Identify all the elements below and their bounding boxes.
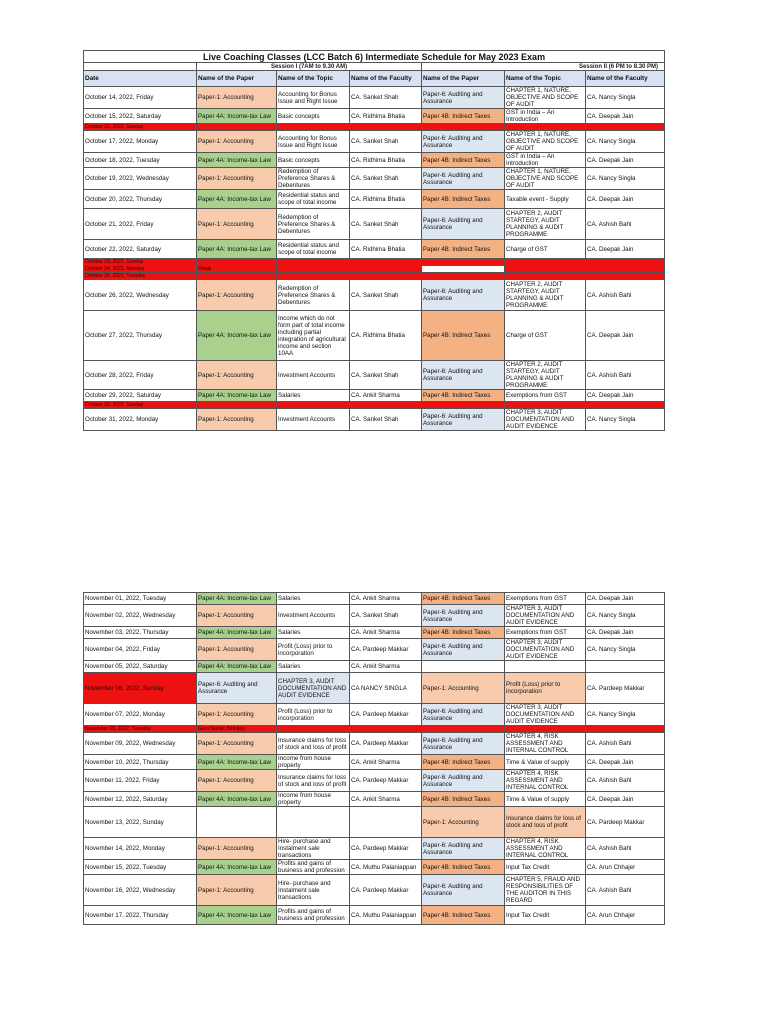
topic-2-cell: Insurance claims for loss of stock and loss of profit [505, 807, 586, 838]
paper-2-cell: Paper-6: Auditing and Assurance [422, 87, 505, 109]
topic-1-cell: Residential status and scope of total income [277, 240, 350, 259]
holiday-faculty-2-cell [586, 266, 665, 273]
date-cell: October 21, 2022, Friday [84, 209, 197, 240]
topic-2-cell: CHAPTER 3, AUDIT DOCUMENTATION AND AUDIT EVIDENCE [505, 639, 586, 661]
paper-2-cell: Paper-1: Accounting [422, 673, 505, 704]
topic-2-cell: CHAPTER 4, RISK ASSESSMENT AND INTERNAL CONTROL [505, 733, 586, 755]
faculty-2-cell: CA. Ashish Bahl [586, 209, 665, 240]
holiday-paper-2-cell [422, 266, 505, 273]
holiday-paper-1-cell: Diwali [197, 266, 277, 273]
holiday-topic-1-cell [277, 273, 350, 280]
paper-1-cell [197, 807, 277, 838]
faculty-1-cell [350, 807, 422, 838]
table-row [84, 402, 665, 409]
faculty-2-cell: CA. Nancy Singla [586, 704, 665, 726]
table-row [84, 875, 665, 906]
table-row [84, 733, 665, 755]
topic-1-cell: Salaries [277, 627, 350, 639]
paper-1-cell: Paper 4A: Income-tax Law [197, 906, 277, 925]
topic-1-cell: Investment Accounts [277, 361, 350, 390]
table-row [84, 906, 665, 925]
paper-1-cell: Paper 4A: Income-tax Law [197, 311, 277, 361]
date-cell: November 01, 2022, Tuesday [84, 593, 197, 605]
topic-2-cell: CHAPTER 2, AUDIT STARTEGY, AUDIT PLANNING & AUDIT PROGRAMME [505, 361, 586, 390]
paper-2-cell: Paper 4B: Indirect Taxes [422, 792, 505, 807]
topic-2-cell: Exemptions from GST [505, 593, 586, 605]
holiday-paper-2-cell [422, 259, 505, 266]
topic-1-cell: Residential status and scope of total income [277, 190, 350, 209]
topic-1-cell: Accounting for Bonus Issue and Right Issue [277, 87, 350, 109]
table-row [84, 240, 665, 259]
table-row [84, 190, 665, 209]
holiday-paper-1-cell: Guru Nanak Birthday [197, 726, 277, 733]
paper-1-cell: Paper 4A: Income-tax Law [197, 109, 277, 124]
paper-1-cell: Paper 4A: Income-tax Law [197, 190, 277, 209]
topic-1-cell: Redemption of Preference Shares & Debentures [277, 168, 350, 190]
topic-2-cell: GST in India – An Introduction [505, 109, 586, 124]
paper-1-cell: Paper-1: Accounting [197, 409, 277, 431]
faculty-1-cell: CA. Pardeep Makkar [350, 875, 422, 906]
topic-2-cell: Time & Value of supply [505, 792, 586, 807]
faculty-2-cell: CA. Pardeep Makkar [586, 673, 665, 704]
faculty-2-cell: CA. Ashish Bahl [586, 770, 665, 792]
faculty-2-cell: CA. Deepak Jain [586, 153, 665, 168]
schedule-title: Live Coaching Classes (LCC Batch 6) Intermediate Schedule for May 2023 Exam [84, 51, 665, 63]
date-cell: October 20, 2022, Thursday [84, 190, 197, 209]
holiday-date-cell: October 25, 2022, Tuesday [84, 273, 197, 280]
paper-1-cell: Paper 4A: Income-tax Law [197, 627, 277, 639]
topic-2-cell: Profit (Loss) prior to incorporation [505, 673, 586, 704]
paper-1-cell: Paper 4A: Income-tax Law [197, 860, 277, 875]
paper-2-cell: Paper-1: Accounting [422, 807, 505, 838]
topic-1-cell: Profit (Loss) prior to incorporation [277, 704, 350, 726]
topic-1-cell: Profits and gains of business and profession [277, 860, 350, 875]
holiday-faculty-1-cell [350, 726, 422, 733]
topic-1-cell: Redemption of Preference Shares & Debentures [277, 280, 350, 311]
faculty-1-cell: CA. Pardeep Makkar [350, 733, 422, 755]
date-cell: November 12, 2022, Saturday [84, 792, 197, 807]
faculty-1-cell: CA. Sanket Shah [350, 409, 422, 431]
topic-2-cell: Exemptions from GST [505, 390, 586, 402]
paper-2-cell: Paper-6: Auditing and Assurance [422, 639, 505, 661]
holiday-date-cell: November 08, 2022, Tuesday [84, 726, 197, 733]
faculty-1-cell: CA. Ridhima Bhatia [350, 109, 422, 124]
paper-2-cell: Paper 4B: Indirect Taxes [422, 109, 505, 124]
header-faculty-2: Name of the Faculty [586, 71, 665, 87]
faculty-1-cell: CA. Ankit Sharma [350, 792, 422, 807]
date-cell: October 27, 2022, Thursday [84, 311, 197, 361]
faculty-1-cell: CA. Sanket Shah [350, 280, 422, 311]
paper-1-cell: Paper 4A: Income-tax Law [197, 390, 277, 402]
holiday-paper-2-cell [422, 273, 505, 280]
topic-1-cell: Insurance claims for loss of stock and loss of profit [277, 733, 350, 755]
paper-2-cell: Paper 4B: Indirect Taxes [422, 627, 505, 639]
faculty-2-cell: CA. Arun Chhajer [586, 906, 665, 925]
paper-1-cell: Paper 4A: Income-tax Law [197, 661, 277, 673]
holiday-faculty-2-cell [586, 273, 665, 280]
paper-1-cell: Paper-1: Accounting [197, 770, 277, 792]
table-row [84, 605, 665, 627]
topic-1-cell: Income which do not form part of total income including partial integration of agricultural income and section 10AA [277, 311, 350, 361]
table-row [84, 280, 665, 311]
topic-2-cell: CHAPTER 5, FRAUD AND RESPONSIBILITIES OF THE AUDITOR IN THIS REGARD [505, 875, 586, 906]
topic-1-cell: Insurance claims for loss of stock and loss of profit [277, 770, 350, 792]
topic-2-cell: CHAPTER 4, RISK ASSESSMENT AND INTERNAL CONTROL [505, 838, 586, 860]
table-row [84, 311, 665, 361]
table-row [84, 593, 665, 605]
holiday-topic-1-cell [277, 124, 350, 131]
table-row [84, 131, 665, 153]
date-cell: November 11, 2022, Friday [84, 770, 197, 792]
date-cell: November 02, 2022, Wednesday [84, 605, 197, 627]
faculty-1-cell: CA. Pardeep Makkar [350, 704, 422, 726]
holiday-date-cell: October 23, 2022, Sunday [84, 259, 197, 266]
faculty-1-cell: CA. Ridhima Bhatia [350, 240, 422, 259]
paper-2-cell: Paper-6: Auditing and Assurance [422, 168, 505, 190]
date-cell: November 06, 2022, Sunday [84, 673, 197, 704]
table-row [84, 209, 665, 240]
paper-1-cell: Paper-1: Accounting [197, 639, 277, 661]
holiday-faculty-2-cell [586, 726, 665, 733]
date-cell: November 05, 2022, Saturday [84, 661, 197, 673]
table-row [84, 109, 665, 124]
faculty-1-cell: CA. Ridhima Bhatia [350, 190, 422, 209]
date-cell: October 28, 2022, Friday [84, 361, 197, 390]
topic-1-cell: CHAPTER 3, AUDIT DOCUMENTATION AND AUDIT EVIDENCE [277, 673, 350, 704]
table-row [84, 639, 665, 661]
date-cell: November 10, 2022, Thursday [84, 755, 197, 770]
table-row [84, 259, 665, 266]
faculty-1-cell: CA NANCY SINGLA [350, 673, 422, 704]
table-row [84, 726, 665, 733]
topic-1-cell [277, 807, 350, 838]
date-cell: November 07, 2022, Monday [84, 704, 197, 726]
paper-2-cell: Paper-6: Auditing and Assurance [422, 209, 505, 240]
faculty-2-cell: CA. Deepak Jain [586, 792, 665, 807]
topic-1-cell: Basic concepts [277, 153, 350, 168]
paper-1-cell: Paper-1: Accounting [197, 131, 277, 153]
table-row [84, 409, 665, 431]
faculty-1-cell: CA. Ridhima Bhatia [350, 153, 422, 168]
holiday-topic-1-cell [277, 259, 350, 266]
table-row [84, 361, 665, 390]
table-row [84, 807, 665, 838]
faculty-2-cell: CA. Ashish Bahl [586, 361, 665, 390]
paper-1-cell: Paper-1: Accounting [197, 875, 277, 906]
topic-2-cell: CHAPTER 3, AUDIT DOCUMENTATION AND AUDIT EVIDENCE [505, 605, 586, 627]
topic-2-cell: CHAPTER 2, AUDIT STARTEGY, AUDIT PLANNING & AUDIT PROGRAMME [505, 209, 586, 240]
faculty-1-cell: CA. Muthu Palaniappan [350, 860, 422, 875]
holiday-topic-1-cell [277, 266, 350, 273]
paper-2-cell: Paper-6: Auditing and Assurance [422, 838, 505, 860]
header-faculty-1: Name of the Faculty [350, 71, 422, 87]
holiday-paper-1-cell [197, 259, 277, 266]
faculty-1-cell: CA. Sanket Shah [350, 87, 422, 109]
faculty-1-cell: CA. Ankit Sharma [350, 390, 422, 402]
topic-1-cell: Salaries [277, 390, 350, 402]
date-cell: November 04, 2022, Friday [84, 639, 197, 661]
holiday-faculty-1-cell [350, 124, 422, 131]
paper-1-cell: Paper 4A: Income-tax Law [197, 792, 277, 807]
faculty-2-cell: CA. Deepak Jain [586, 190, 665, 209]
faculty-2-cell: CA. Arun Chhajer [586, 860, 665, 875]
holiday-paper-2-cell [422, 402, 505, 409]
faculty-2-cell: CA. Ashish Bahl [586, 280, 665, 311]
date-cell: November 17, 2022, Thursday [84, 906, 197, 925]
topic-2-cell: CHAPTER 1, NATURE, OBJECTIVE AND SCOPE OF AUDIT [505, 87, 586, 109]
paper-1-cell: Paper-1: Accounting [197, 605, 277, 627]
topic-2-cell: CHAPTER 1, NATURE, OBJECTIVE AND SCOPE OF AUDIT [505, 131, 586, 153]
faculty-2-cell: CA. Nancy Singla [586, 87, 665, 109]
header-paper-2: Name of the Paper [422, 71, 505, 87]
table-row [84, 755, 665, 770]
topic-1-cell: Salaries [277, 661, 350, 673]
faculty-2-cell: CA. Pardeep Makkar [586, 807, 665, 838]
holiday-faculty-1-cell [350, 273, 422, 280]
topic-2-cell: Taxable event - Supply [505, 190, 586, 209]
paper-1-cell: Paper 4A: Income-tax Law [197, 153, 277, 168]
faculty-2-cell: CA. Nancy Singla [586, 605, 665, 627]
header-topic-2: Name of the Topic [505, 71, 586, 87]
holiday-topic-1-cell [277, 402, 350, 409]
faculty-1-cell: CA. Pardeep Makkar [350, 770, 422, 792]
holiday-topic-2-cell [505, 266, 586, 273]
paper-2-cell: Paper-6: Auditing and Assurance [422, 605, 505, 627]
faculty-2-cell: CA. Ashish Bahl [586, 875, 665, 906]
holiday-paper-1-cell [197, 402, 277, 409]
table-row [84, 273, 665, 280]
date-cell: October 17, 2022, Monday [84, 131, 197, 153]
paper-1-cell: Paper-1: Accounting [197, 209, 277, 240]
date-cell: October 15, 2022, Saturday [84, 109, 197, 124]
topic-2-cell: GST in India – An Introduction [505, 153, 586, 168]
faculty-2-cell: CA. Nancy Singla [586, 131, 665, 153]
date-cell: November 03, 2022, Thursday [84, 627, 197, 639]
topic-1-cell: Investment Accounts [277, 409, 350, 431]
blank-cell [84, 63, 197, 71]
faculty-1-cell: CA. Ridhima Bhatia [350, 311, 422, 361]
table-row [84, 838, 665, 860]
faculty-1-cell: CA. Sanket Shah [350, 131, 422, 153]
session-1-label: Session I (7AM to 9.30 AM) [197, 63, 422, 71]
date-cell: November 15, 2022, Tuesday [84, 860, 197, 875]
date-cell: November 16, 2022, Wednesday [84, 875, 197, 906]
table-row [84, 627, 665, 639]
table-row [84, 661, 665, 673]
topic-2-cell: Time & Value of supply [505, 755, 586, 770]
topic-2-cell: CHAPTER 1, NATURE, OBJECTIVE AND SCOPE OF AUDIT [505, 168, 586, 190]
holiday-paper-1-cell [197, 273, 277, 280]
topic-2-cell: Charge of GST [505, 240, 586, 259]
table-row [84, 390, 665, 402]
faculty-2-cell: CA. Nancy Singla [586, 168, 665, 190]
topic-2-cell: CHAPTER 3, AUDIT DOCUMENTATION AND AUDIT EVIDENCE [505, 704, 586, 726]
paper-2-cell: Paper-6: Auditing and Assurance [422, 875, 505, 906]
date-cell: November 09, 2022, Wednesday [84, 733, 197, 755]
topic-1-cell: Profits and gains of business and profession [277, 906, 350, 925]
paper-2-cell: Paper 4B: Indirect Taxes [422, 311, 505, 361]
faculty-1-cell: CA. Sanket Shah [350, 605, 422, 627]
faculty-2-cell: CA. Deepak Jain [586, 593, 665, 605]
holiday-topic-2-cell [505, 259, 586, 266]
faculty-1-cell: CA. Sanket Shah [350, 209, 422, 240]
table-row [84, 124, 665, 131]
schedule-table-november [83, 592, 665, 925]
faculty-1-cell: CA. Muthu Palaniappan [350, 906, 422, 925]
paper-2-cell: Paper-6: Auditing and Assurance [422, 704, 505, 726]
topic-1-cell: Income from house property [277, 792, 350, 807]
faculty-2-cell: CA. Deepak Jain [586, 109, 665, 124]
header-topic-1: Name of the Topic [277, 71, 350, 87]
paper-2-cell: Paper 4B: Indirect Taxes [422, 190, 505, 209]
faculty-1-cell: CA. Ankit Sharma [350, 661, 422, 673]
faculty-1-cell: CA. Ankit Sharma [350, 627, 422, 639]
table-row [84, 87, 665, 109]
paper-1-cell: Paper-1: Accounting [197, 87, 277, 109]
paper-1-cell: Paper 4A: Income-tax Law [197, 240, 277, 259]
paper-2-cell: Paper-6: Auditing and Assurance [422, 361, 505, 390]
paper-2-cell: Paper 4B: Indirect Taxes [422, 755, 505, 770]
holiday-paper-2-cell [422, 124, 505, 131]
topic-1-cell: Redemption of Preference Shares & Debentures [277, 209, 350, 240]
topic-1-cell: Hire- purchase and Instalment sale transactions [277, 838, 350, 860]
faculty-1-cell: CA. Ankit Sharma [350, 593, 422, 605]
paper-2-cell [422, 661, 505, 673]
holiday-faculty-1-cell [350, 402, 422, 409]
session-2-label: Session II (6 PM to 8.30 PM) [422, 63, 665, 71]
paper-2-cell: Paper-6: Auditing and Assurance [422, 131, 505, 153]
holiday-faculty-2-cell [586, 259, 665, 266]
topic-2-cell [505, 661, 586, 673]
paper-1-cell: Paper-1: Accounting [197, 733, 277, 755]
topic-2-cell: Charge of GST [505, 311, 586, 361]
table-row [84, 770, 665, 792]
faculty-1-cell: CA. Ankit Sharma [350, 755, 422, 770]
faculty-2-cell: CA. Deepak Jain [586, 627, 665, 639]
topic-1-cell: Investment Accounts [277, 605, 350, 627]
topic-2-cell: CHAPTER 2, AUDIT STARTEGY, AUDIT PLANNING & AUDIT PROGRAMME [505, 280, 586, 311]
paper-2-cell: Paper 4B: Indirect Taxes [422, 240, 505, 259]
paper-1-cell: Paper-1: Accounting [197, 704, 277, 726]
holiday-topic-2-cell [505, 402, 586, 409]
topic-2-cell: CHAPTER 3, AUDIT DOCUMENTATION AND AUDIT EVIDENCE [505, 409, 586, 431]
faculty-2-cell: CA. Deepak Jain [586, 311, 665, 361]
paper-2-cell: Paper-6: Auditing and Assurance [422, 770, 505, 792]
date-cell: October 19, 2022, Wednesday [84, 168, 197, 190]
date-cell: October 18, 2022, Tuesday [84, 153, 197, 168]
holiday-faculty-2-cell [586, 124, 665, 131]
table-row [84, 860, 665, 875]
faculty-1-cell: CA. Pardeep Makkar [350, 838, 422, 860]
holiday-topic-1-cell [277, 726, 350, 733]
schedule-table-october [83, 50, 665, 431]
date-cell: October 26, 2022, Wednesday [84, 280, 197, 311]
table-row [84, 792, 665, 807]
paper-1-cell: Paper-1: Accounting [197, 280, 277, 311]
faculty-2-cell [586, 661, 665, 673]
faculty-1-cell: CA. Pardeep Makkar [350, 639, 422, 661]
paper-1-cell: Paper-1: Accounting [197, 361, 277, 390]
holiday-topic-2-cell [505, 273, 586, 280]
faculty-2-cell: CA. Nancy Singla [586, 639, 665, 661]
paper-2-cell: Paper 4B: Indirect Taxes [422, 390, 505, 402]
date-cell: November 13, 2022, Sunday [84, 807, 197, 838]
faculty-1-cell: CA. Sanket Shah [350, 168, 422, 190]
paper-2-cell: Paper 4B: Indirect Taxes [422, 593, 505, 605]
table-row [84, 704, 665, 726]
date-cell: October 31, 2022, Monday [84, 409, 197, 431]
date-cell: October 29, 2022, Saturday [84, 390, 197, 402]
topic-2-cell: Exemptions from GST [505, 627, 586, 639]
topic-2-cell: Input Tax Credit [505, 860, 586, 875]
paper-1-cell: Paper-1: Accounting [197, 838, 277, 860]
faculty-2-cell: CA. Ashish Bahl [586, 733, 665, 755]
paper-2-cell: Paper-6: Auditing and Assurance [422, 409, 505, 431]
topic-1-cell: Basic concepts [277, 109, 350, 124]
holiday-date-cell: October 16, 2022, Sunday [84, 124, 197, 131]
topic-1-cell: Profit (Loss) prior to incorporation [277, 639, 350, 661]
topic-1-cell: Hire- purchase and Instalment sale transactions [277, 875, 350, 906]
holiday-date-cell: October 30, 2022, Sunday [84, 402, 197, 409]
paper-2-cell: Paper 4B: Indirect Taxes [422, 906, 505, 925]
faculty-2-cell: CA. Deepak Jain [586, 240, 665, 259]
holiday-faculty-2-cell [586, 402, 665, 409]
holiday-faculty-1-cell [350, 266, 422, 273]
paper-2-cell: Paper 4B: Indirect Taxes [422, 860, 505, 875]
paper-2-cell: Paper-6: Auditing and Assurance [422, 280, 505, 311]
topic-1-cell: Accounting for Bonus Issue and Right Issue [277, 131, 350, 153]
holiday-date-cell: October 24, 2022, Monday [84, 266, 197, 273]
faculty-1-cell: CA. Sanket Shah [350, 361, 422, 390]
topic-2-cell: CHAPTER 4, RISK ASSESSMENT AND INTERNAL CONTROL [505, 770, 586, 792]
holiday-paper-1-cell [197, 124, 277, 131]
holiday-topic-2-cell [505, 124, 586, 131]
table-row [84, 168, 665, 190]
holiday-topic-2-cell [505, 726, 586, 733]
faculty-2-cell: CA. Deepak Jain [586, 755, 665, 770]
paper-1-cell: Paper-1: Accounting [197, 168, 277, 190]
holiday-faculty-1-cell [350, 259, 422, 266]
table-row [84, 153, 665, 168]
faculty-2-cell: CA. Ashish Bahl [586, 838, 665, 860]
paper-1-cell: Paper 4A: Income-tax Law [197, 755, 277, 770]
holiday-paper-2-cell [422, 726, 505, 733]
table-row [84, 266, 665, 273]
date-cell: October 22, 2022, Saturday [84, 240, 197, 259]
topic-1-cell: Salaries [277, 593, 350, 605]
topic-2-cell: Input Tax Credit [505, 906, 586, 925]
table-row [84, 673, 665, 704]
faculty-2-cell: CA. Nancy Singla [586, 409, 665, 431]
paper-2-cell: Paper-6: Auditing and Assurance [422, 733, 505, 755]
topic-1-cell: Income from house property [277, 755, 350, 770]
header-paper-1: Name of the Paper [197, 71, 277, 87]
paper-1-cell: Paper 4A: Income-tax Law [197, 593, 277, 605]
paper-2-cell: Paper 4B: Indirect Taxes [422, 153, 505, 168]
date-cell: November 14, 2022, Monday [84, 838, 197, 860]
header-date: Date [84, 71, 197, 87]
paper-1-cell: Paper-6: Auditing and Assurance [197, 673, 277, 704]
date-cell: October 14, 2022, Friday [84, 87, 197, 109]
faculty-2-cell: CA. Deepak Jain [586, 390, 665, 402]
